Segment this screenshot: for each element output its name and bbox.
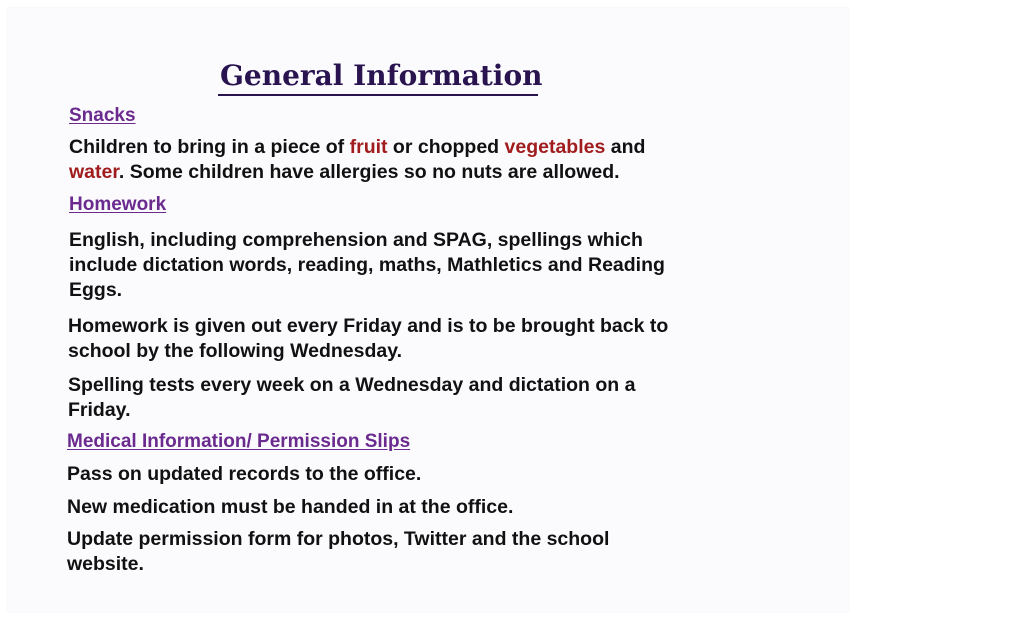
snacks-text-4: . Some children have allergies so no nuts are allowed. (118, 161, 620, 183)
snacks-text-1: Children to bring in a piece of (69, 136, 350, 158)
snacks-line-2 (69, 160, 645, 185)
snacks-line-1 (69, 135, 645, 160)
medical-paragraph-1 (67, 462, 421, 487)
homework-line: English, including comprehension and SPAG, spellings which (69, 229, 643, 251)
medical-paragraph-2 (67, 495, 513, 520)
medical-line: Pass on updated records to the office. (67, 463, 422, 485)
homework-paragraph-1 (69, 228, 665, 303)
highlight-water: water (69, 161, 119, 183)
snacks-paragraph (69, 135, 645, 185)
medical-line: Update permission form for photos, Twitter and the school (67, 528, 610, 550)
heading-medical-information: Medical Information/ Permission Slips (67, 431, 411, 452)
snacks-text-3: and (605, 136, 646, 158)
homework-paragraph-2 (68, 314, 668, 364)
highlight-vegetables: vegetables (504, 136, 606, 158)
title-underline (218, 94, 538, 96)
document-page (8, 8, 848, 612)
homework-line: Eggs. (69, 279, 123, 301)
medical-paragraph-3 (67, 527, 609, 577)
homework-line: include dictation words, reading, maths, Mathletics and Reading (69, 254, 665, 276)
homework-line: school by the following Wednesday. (68, 340, 403, 362)
highlight-fruit: fruit (349, 136, 388, 158)
homework-line: Spelling tests every week on a Wednesday and dictation on a (68, 374, 636, 396)
heading-snacks: Snacks (69, 105, 136, 126)
snacks-text-2: or chopped (387, 136, 505, 158)
medical-line: New medication must be handed in at the office. (67, 496, 514, 518)
heading-homework: Homework (69, 194, 167, 215)
homework-paragraph-3 (68, 373, 635, 423)
homework-line: Homework is given out every Friday and is to be brought back to (68, 315, 669, 337)
page-title: General Information (220, 59, 543, 92)
medical-line: website. (67, 553, 144, 575)
homework-line: Friday. (68, 399, 131, 421)
